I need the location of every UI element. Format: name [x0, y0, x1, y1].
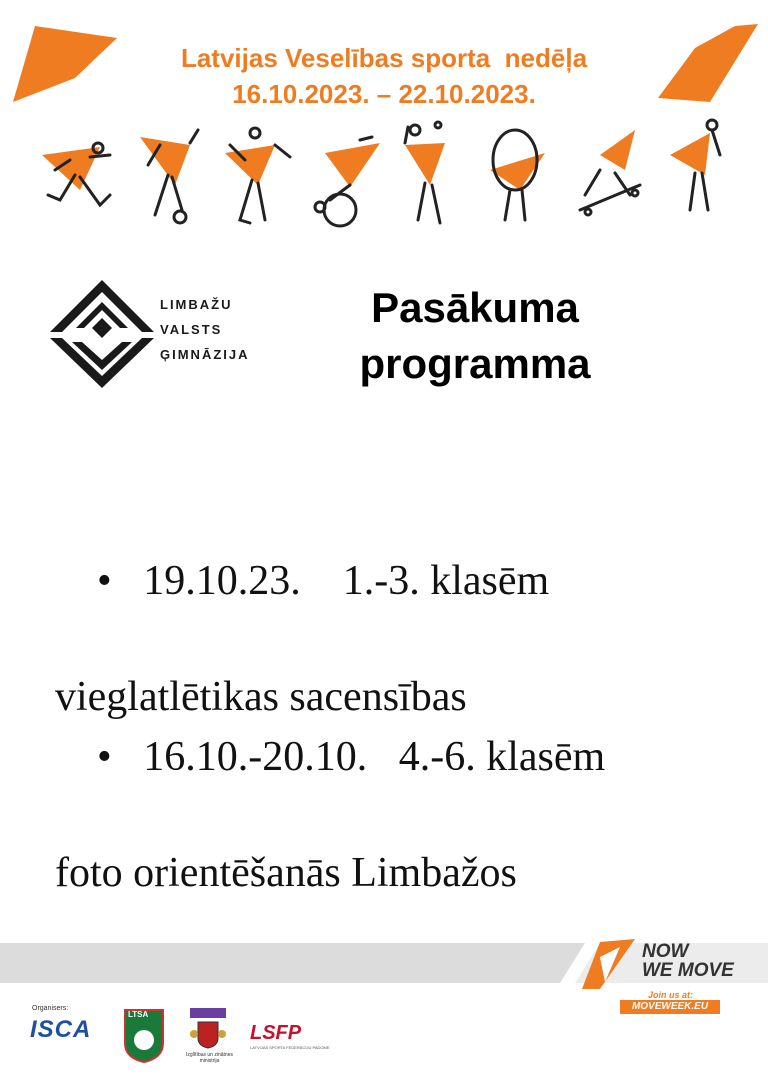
- hula-hoop-figure-icon: [490, 130, 545, 220]
- isca-logo: ISCA: [30, 1016, 92, 1043]
- ministry-coat-of-arms-icon: [188, 1008, 228, 1050]
- organisers-label: Organisers:: [32, 1005, 69, 1012]
- lsfp-logo: LSFP: [250, 1022, 302, 1044]
- basketball-figure-icon: [405, 122, 445, 223]
- event-title: [0, 40, 768, 112]
- school-name: [160, 292, 250, 367]
- event-classes: 1.-3. klasēm: [342, 558, 550, 604]
- dancer-figure-icon: [225, 128, 290, 223]
- event-item-2: [55, 670, 755, 902]
- runner-figure-icon: [42, 143, 110, 205]
- school-name-line3: ĢIMNĀZIJA: [160, 347, 250, 362]
- wheelchair-figure-icon: [315, 137, 380, 226]
- event-title-line1: Latvijas Veselības sporta nedēļa: [180, 43, 588, 73]
- bullet-point: •: [97, 734, 112, 780]
- event-classes: 4.-6. klasēm: [398, 734, 606, 780]
- football-figure-icon: [140, 130, 198, 223]
- ltsa-label: LTSA: [128, 1010, 149, 1019]
- ministry-name: Izglītības un zinātnes ministrija: [186, 1052, 233, 1064]
- school-name-line1: LIMBAŽU: [160, 297, 233, 312]
- lsfp-subtitle: LATVIJAS SPORTA FEDERĀCIJU PADOME: [250, 1045, 330, 1050]
- program-title: [300, 280, 650, 392]
- program-title-line2: programma: [359, 340, 591, 387]
- event-date: 16.10.-20.10.: [143, 734, 368, 780]
- we-move-text: WE MOVE: [642, 960, 734, 981]
- now-text: NOW: [642, 941, 689, 962]
- join-us-text: Join us at:: [648, 990, 694, 1000]
- event-description: foto orientēšanās Limbažos: [55, 850, 517, 896]
- event-description: vieglatlētikas sacensības: [55, 674, 467, 720]
- now-we-move-logo-icon: [580, 937, 640, 992]
- school-logo-icon: [50, 278, 155, 388]
- program-title-line1: Pasākuma: [371, 284, 579, 331]
- moveweek-url[interactable]: MOVEWEEK.EU: [620, 1000, 720, 1014]
- event-date: 19.10.23.: [143, 558, 301, 604]
- bullet-point: •: [97, 558, 112, 604]
- school-name-line2: VALSTS: [160, 322, 223, 337]
- sport-figures-illustration: [40, 115, 730, 230]
- stretching-figure-icon: [670, 120, 720, 210]
- event-dates: 16.10.2023. – 22.10.2023.: [232, 79, 536, 109]
- now-we-move-text: [642, 942, 734, 980]
- skateboard-figure-icon: [580, 130, 640, 215]
